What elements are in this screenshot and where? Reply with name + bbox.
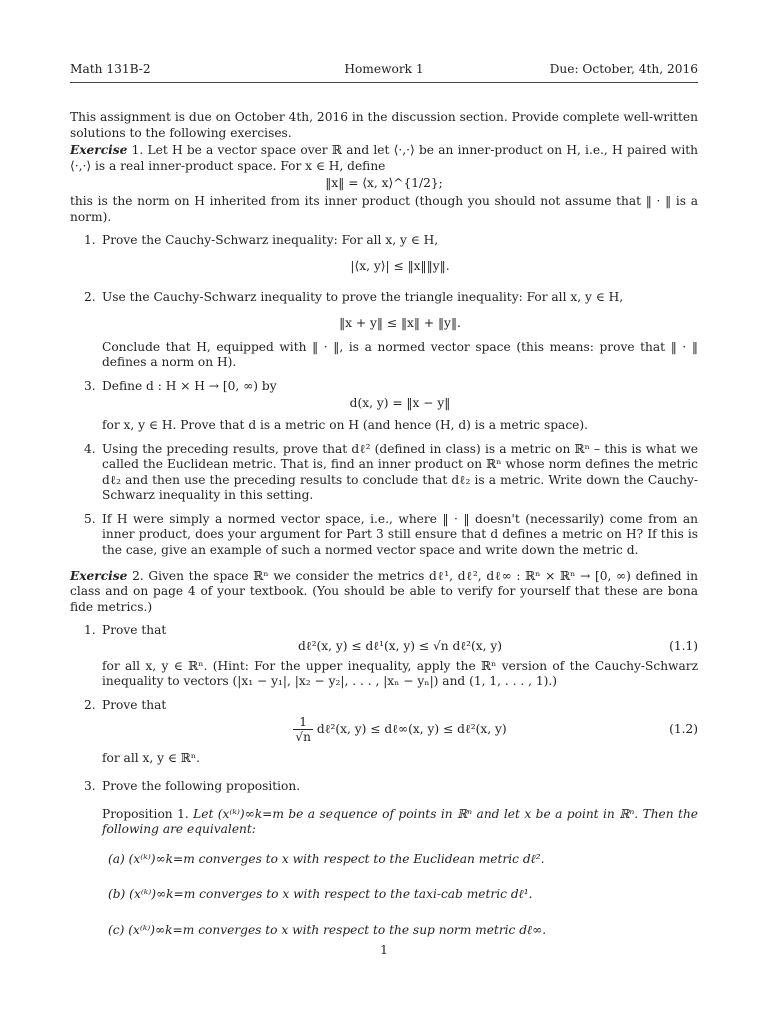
ex1-item-2: 2. Use the Cauchy-Schwarz inequality to prove the triangle inequality: For all x, y ∈ H, ‖x + y‖ ≤ ‖x‖ + ‖y‖. Conclude that H, equipped with ‖ · ‖, is a normed vector space (this means: prove that ‖ · ‖ defines a norm on H).: [84, 290, 698, 370]
ex2-item-3: 3. Prove the following proposition.: [84, 779, 301, 793]
exercise-2-number: 2.: [132, 568, 144, 583]
ex2-item-3-text: Prove the following proposition.: [102, 779, 301, 793]
ex1-item-4: 4. Using the preceding results, prove that dℓ² (defined in class) is a metric on ℝⁿ – this is what we called the Euclidean metric. That is, find an inner product on ℝⁿ whose norm defines the metric dℓ₂ and then use the preceding results to conclude that dℓ₂ is a metric. Write down the Cauchy-Schwarz inequality in this setting.: [84, 441, 698, 503]
equation-1-1: [102, 639, 698, 655]
document-title: Homework 1: [344, 62, 424, 76]
document-body: [70, 110, 698, 939]
exercise-1: [70, 143, 698, 174]
exercise-1-after: this is the norm on H inherited from its inner product (though you should not assume that ‖ · ‖ is a norm).: [70, 193, 698, 224]
ex2-item-2: 2. Prove that $\frac{1}{√n}$ dℓ²(x, y) ≤ dℓ∞(x, y) ≤ dℓ²(x, y) (1.2) for all x, y ∈ ℝⁿ.: [84, 697, 698, 766]
ex1-item-3: 3. Define d : H × H → [0, ∞) by d(x, y) = ‖x − y‖ for x, y ∈ H. Prove that d is a metric on H (and hence (H, d) is a metric space).: [70, 379, 698, 434]
metric-definition-math: d(x, y) = ‖x − y‖: [349, 396, 451, 411]
equation-1-1-tag: (1.1): [669, 639, 698, 654]
proposition-1: [102, 807, 698, 838]
exercise-2: [70, 569, 698, 616]
exercise-1-text: Let H be a vector space over ℝ and let ⟨·,·⟩ be an inner-product on H, i.e., H paired with ⟨·,·⟩ is a real inner-product space. For x ∈ H, define: [70, 143, 698, 173]
ex2-item-2-text: Prove that: [102, 697, 167, 712]
ex2-item-1: 1. Prove that dℓ²(x, y) ≤ dℓ¹(x, y) ≤ √n dℓ²(x, y) (1.1) for all x, y ∈ ℝⁿ. (Hint: For the upper inequality, apply the ℝⁿ version of the Cauchy-Schwarz inequality to vectors (|x₁ − y₁|, |x₂ − y₂|, . . . , |xₙ − yₙ|) and (1, 1, . . . , 1).): [84, 623, 698, 689]
ex1-item-1-text: Prove the Cauchy-Schwarz inequality: For all x, y ∈ H,: [102, 233, 439, 248]
page-number: 1: [380, 943, 388, 957]
cauchy-schwarz-math: |⟨x, y⟩| ≤ ‖x‖‖y‖.: [350, 258, 450, 273]
equation-1-1-math: dℓ²(x, y) ≤ dℓ¹(x, y) ≤ √n dℓ²(x, y): [297, 639, 503, 654]
exercise-2-text: Given the space ℝⁿ we consider the metrics dℓ¹, dℓ², dℓ∞ : ℝⁿ × ℝⁿ → [0, ∞) defined in class and on page 4 of your textbook. (You should be able to verify for yourself that these are bona fide metrics.): [70, 568, 699, 614]
equation-1-2-tag: (1.2): [669, 722, 698, 737]
ex1-item-4-text: Using the preceding results, prove that dℓ² (defined in class) is a metric on ℝⁿ – this is what we called the Euclidean metric. That is, find an inner product on ℝⁿ whose norm defines the metric dℓ₂ and then use the preceding results to conclude that dℓ₂ is a metric. Write down the Cauchy-Schwarz inequality in this setting.: [102, 441, 698, 503]
ex1-item-5-text: If H were simply a normed vector space, i.e., where ‖ · ‖ doesn't (necessarily) come from an inner product, does your argument for Part 3 still ensure that d defines a metric on H? If this is the case, give an example of such a normed vector space and write down the metric d.: [102, 511, 698, 558]
exercise-2-label: Exercise: [70, 568, 128, 583]
ex2-item-2-after: for all x, y ∈ ℝⁿ.: [102, 751, 201, 766]
intro-paragraph: This assignment is due on October 4th, 2016 in the discussion section. Provide complete well-written solutions to the following exercises.: [70, 110, 698, 140]
ex1-item-5: 5. If H were simply a normed vector space, i.e., where ‖ · ‖ doesn't (necessarily) come from an inner product, does your argument for Part 3 still ensure that d defines a metric on H? If this is the case, give an example of such a normed vector space and write down the metric d.: [84, 511, 698, 558]
equation-1-2-math: dℓ²(x, y) ≤ dℓ∞(x, y) ≤ dℓ²(x, y): [316, 722, 507, 737]
ex1-item-3-text: Define d : H × H → [0, ∞) by: [102, 378, 277, 393]
header-rule: [70, 82, 698, 83]
ex1-item-2-text: Use the Cauchy-Schwarz inequality to prove the triangle inequality: For all x, y ∈ H,: [102, 290, 624, 305]
proposition-text: Let (x⁽ᵏ⁾)∞k=m be a sequence of points in ℝⁿ and let x be a point in ℝⁿ. Then the following are equivalent:: [102, 806, 699, 837]
ex2-item-1-text: Prove that: [102, 623, 167, 638]
due-date: Due: October, 4th, 2016: [549, 62, 698, 76]
equation-1-2-fraction: $\frac{1}{√n}$: [295, 715, 311, 745]
proposition-name: Proposition 1.: [102, 806, 189, 821]
ex2-item-1-after: for all x, y ∈ ℝⁿ. (Hint: For the upper inequality, apply the ℝⁿ version of the Cauchy-Schwarz inequality to vectors (|x₁ − y₁|, |x₂ − y₂|, . . . , |xₙ − yₙ|) and (1, 1, . . . , 1).): [102, 658, 698, 689]
page-header: [70, 62, 698, 76]
course-code: Math 131B-2: [70, 62, 151, 76]
equation-1-2: [102, 713, 698, 745]
norm-definition: ‖x‖ = ⟨x, x⟩^{1/2};: [325, 176, 443, 191]
proposition-item-c: (c) (x⁽ᵏ⁾)∞k=m converges to x with respect to the sup norm metric dℓ∞.: [108, 922, 547, 937]
proposition-item-b: (b) (x⁽ᵏ⁾)∞k=m converges to x with respect to the taxi-cab metric dℓ¹.: [108, 887, 533, 902]
ex1-item-2-after: Conclude that H, equipped with ‖ · ‖, is a normed vector space (this means: prove that ‖ · ‖ defines a norm on H).: [102, 339, 698, 370]
triangle-inequality-math: ‖x + y‖ ≤ ‖x‖ + ‖y‖.: [339, 315, 461, 330]
proposition-item-a: (a) (x⁽ᵏ⁾)∞k=m converges to x with respect to the Euclidean metric dℓ².: [108, 851, 545, 866]
ex1-item-1: 1. Prove the Cauchy-Schwarz inequality: For all x, y ∈ H, |⟨x, y⟩| ≤ ‖x‖‖y‖.: [70, 233, 698, 274]
ex1-item-3-after: for x, y ∈ H. Prove that d is a metric on H (and hence (H, d) is a metric space).: [102, 417, 588, 432]
exercise-1-label: Exercise: [70, 143, 128, 158]
exercise-1-number: 1.: [131, 143, 144, 158]
